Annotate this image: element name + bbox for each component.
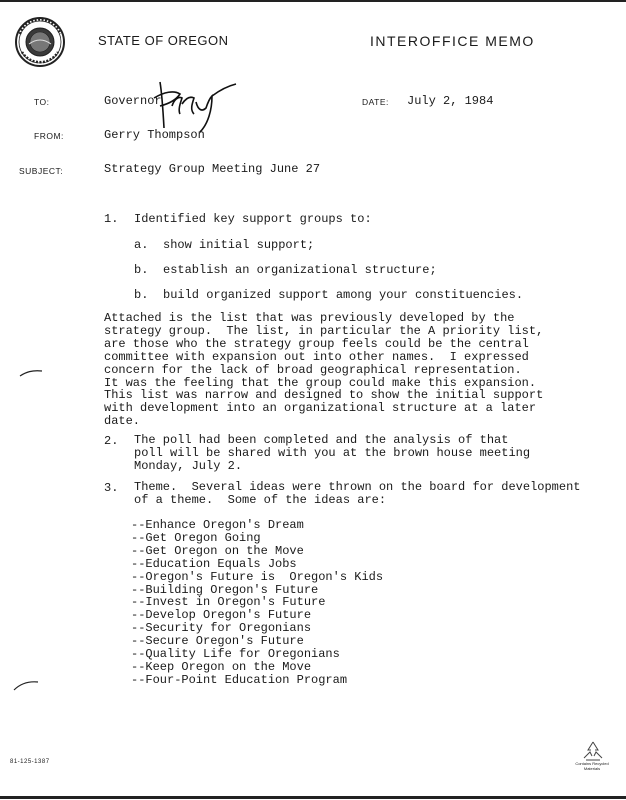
- list-item: --Invest in Oregon's Future: [131, 595, 326, 610]
- recycle-notice: Contains Recycled Materials: [575, 761, 609, 771]
- list-item: --Education Equals Jobs: [131, 556, 297, 571]
- margin-pen-mark: [12, 678, 40, 692]
- list-item: --Oregon's Future is Oregon's Kids: [131, 569, 384, 584]
- form-number: 81-125-1387: [10, 759, 50, 765]
- bottom-rule: [0, 796, 626, 799]
- top-rule: [0, 0, 626, 2]
- item-2-line: The poll had been completed and the analysis of that: [134, 433, 509, 447]
- item-1-number: 1.: [104, 212, 119, 226]
- from-label: FROM:: [34, 131, 64, 141]
- oregon-state-seal-icon: [14, 16, 66, 68]
- list-item: --Building Oregon's Future: [131, 582, 319, 597]
- subitem-text: show initial support;: [163, 238, 315, 252]
- list-item: --Develop Oregon's Future: [131, 608, 312, 623]
- paragraph-line: Attached is the list that was previously developed by the: [104, 311, 515, 325]
- subitem-letter: b.: [134, 288, 149, 302]
- paragraph-line: date.: [104, 414, 141, 429]
- recycle-icon: [580, 740, 606, 762]
- body-paragraph: [104, 312, 604, 428]
- from-value: Gerry Thompson: [104, 128, 205, 142]
- list-item: --Get Oregon on the Move: [131, 543, 304, 558]
- memo-type: INTEROFFICE MEMO: [370, 33, 535, 49]
- item-3-number: 3.: [104, 481, 119, 495]
- item-2-line: poll will be shared with you at the brown house meeting: [134, 445, 531, 460]
- to-label: TO:: [34, 97, 50, 107]
- paragraph-line: This list was narrow and designed to show the initial support: [104, 388, 544, 403]
- item-2-line: Monday, July 2.: [134, 458, 243, 473]
- subject-label: SUBJECT:: [19, 166, 64, 176]
- paragraph-line: committee with expansion out into other names. I expressed: [104, 349, 529, 364]
- list-item: --Get Oregon Going: [131, 530, 261, 545]
- date-value: July 2, 1984: [407, 94, 494, 108]
- org-name: STATE OF OREGON: [98, 33, 229, 48]
- paragraph-line: concern for the lack of broad geographical representation.: [104, 362, 522, 377]
- subitem-text: build organized support among your constituencies.: [163, 288, 524, 302]
- list-item: --Keep Oregon on the Move: [131, 659, 312, 674]
- paragraph-line: strategy group. The list, in particular the A priority list,: [104, 323, 544, 338]
- list-item: --Four-Point Education Program: [131, 672, 348, 687]
- list-item: --Secure Oregon's Future: [131, 634, 304, 649]
- paragraph-line: are those who the strategy group feels could be the central: [104, 336, 529, 351]
- subitem-letter: b.: [134, 263, 149, 277]
- subitem-letter: a.: [134, 238, 149, 252]
- item-3-line: of a theme. Some of the ideas are:: [134, 492, 387, 507]
- subject-value: Strategy Group Meeting June 27: [104, 162, 321, 176]
- list-item: --Quality Life for Oregonians: [131, 647, 340, 662]
- item-3-text: [134, 481, 580, 507]
- paragraph-line: with development into an organizational structure at a later: [104, 401, 537, 416]
- list-item: --Enhance Oregon's Dream: [131, 518, 304, 532]
- handwritten-initials-signature: [150, 70, 240, 136]
- item-1-text: Identified key support groups to:: [134, 212, 372, 226]
- paragraph-line: It was the feeling that the group could make this expansion.: [104, 375, 537, 390]
- to-value: Governor: [104, 94, 162, 108]
- item-2-text: [134, 434, 530, 473]
- item-3-line: Theme. Several ideas were thrown on the board for development: [134, 480, 581, 494]
- subitem-text: establish an organizational structure;: [163, 263, 437, 277]
- list-item: --Security for Oregonians: [131, 621, 312, 636]
- margin-pen-mark: [18, 368, 44, 378]
- item-2-number: 2.: [104, 434, 119, 448]
- date-label: DATE:: [362, 97, 389, 107]
- theme-ideas-list: [131, 519, 383, 687]
